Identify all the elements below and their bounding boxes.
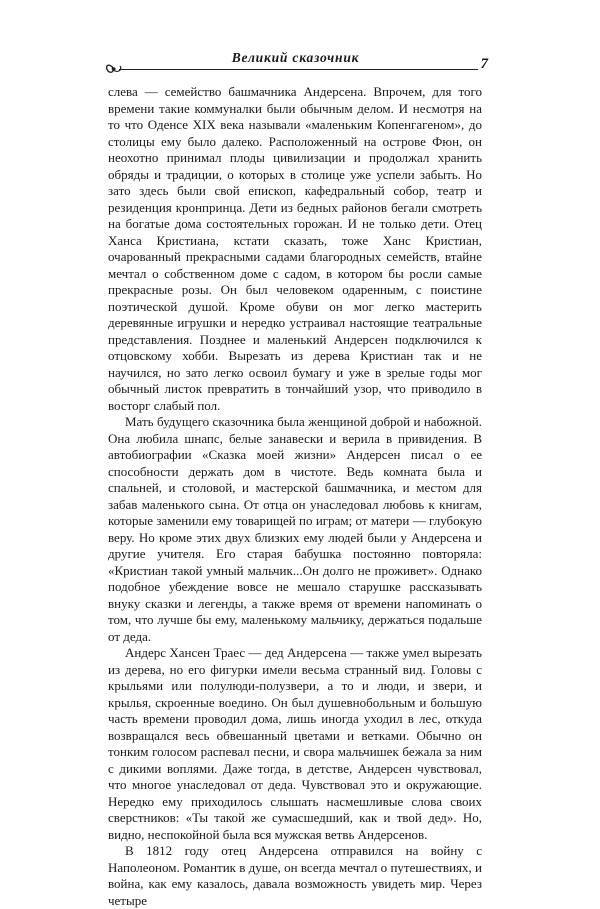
running-header — [103, 48, 488, 78]
paragraph: слева — семейство башмачника Андерсена. Впрочем, для того времени такие коммуналки были обычным делом. И несмотря на то что Оденсе XIX века называли «маленьким Копенгагеном», до столицы ему было далеко. Расположенный на острове Фюн, он неохотно принимал плоды цивилизации и продолжал хранить обряды и традиции, о которых в столице уже успели забыть. Но зато здесь были свой епископ, кафедральный собор, театр и резиденция кронпринца. Дети из бедных районов бегали смотреть на богатые дома состоятельных горожан. И не только дети. Отец Ханса Кристиана, кстати сказать, тоже Ханс Кристиан, очарованный прекрасными садами благородных семейств, втайне мечтал о собственном доме с садом, в котором бы росли самые прекрасные розы. Он был человеком одаренным, с поистине поэтической душой. Кроме обуви он мог легко мастерить деревянные игрушки и нередко устраивал настоящие театральные представления. Позднее и маленький Андерсен подключился к отцовскому хобби. Вырезать из дерева Кристиан так и не научился, но зато легко освоил бумагу и уже в зрелые годы мог обычный листок превратить в тончайший узор, что приводило в восторг слабый пол. — [108, 84, 482, 413]
body-text — [108, 84, 482, 909]
paragraph: Мать будущего сказочника была женщиной доброй и набожной. Она любила шнапс, белые занавески и верила в привидения. В автобиографии «Сказка моей жизни» Андерсен писал о ее способности держать дом в чистоте. Ведь комната была и спальней, и столовой, и мастерской башмачника, и местом для забав маленького сына. От отца он унаследовал любовь к книгам, которые заменили ему товарищей по играм; от матери — глубокую веру. Но кроме этих двух близких ему людей были у Андерсена и другие учителя. Его старая бабушка постоянно повторяла: «Кристиан такой умный мальчик...Он долго не проживет». Однако подобное убеждение вовсе не мешало старушке рассказывать внуку сказки и легенды, а также время от времени напоминать о том, что лучше бы ему, маленькому мальчику, держаться подальше от деда. — [108, 414, 482, 644]
header-rule — [119, 69, 478, 70]
paragraph: Андерс Хансен Траес — дед Андерсена — также умел вырезать из дерева, но его фигурки имели весьма странный вид. Головы с крыльями или полулюди-полузвери, а то и люди, и звери, и крылья, скроенные воедино. Он был душевнобольным и большую часть времени проводил дома, лишь иногда уходил в лес, откуда возвращался весь обвешанный цветами и ветками. Обычно он тонким голосом распевал песни, и свора мальчишек бежала за ним с дикими воплями. Даже тогда, в детстве, Андерсен чувствовал, что многое унаследовал от деда. Чувствовал это и окружающие. Нередко ему приходилось слышать насмешливые слова своих сверстников: «Ты такой же сумасшедший, как и твой дед». Но, видно, неспокойной была вся мужская ветвь Андерсенов. — [108, 645, 482, 842]
running-title: Великий сказочник — [231, 50, 360, 65]
paragraph: В 1812 году отец Андерсена отправился на войну с Наполеоном. Романтик в душе, он всегда мечтал о путешествиях, и война, как ему казалось, давала возможность увидеть мир. Через четыре — [108, 843, 482, 908]
page-number: 7 — [480, 56, 488, 72]
